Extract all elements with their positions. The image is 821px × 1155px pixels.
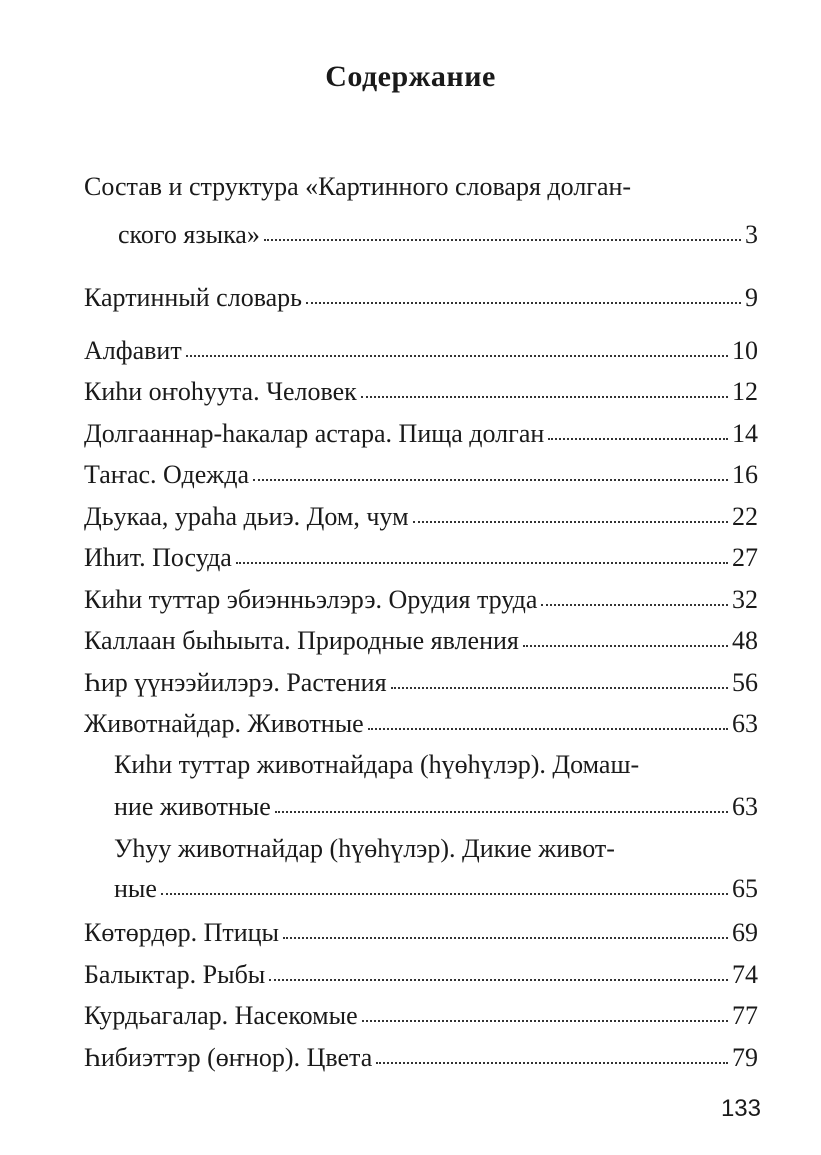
leader-dots: [376, 1061, 728, 1064]
toc-entry: [84, 626, 758, 656]
toc-entry-title: Һибиэттэр (өҥнор). Цвета: [84, 1043, 373, 1072]
toc-entry: [84, 709, 758, 739]
leader-dots: [161, 892, 728, 895]
toc-page-number: 63: [732, 792, 758, 821]
toc-entry: [84, 960, 758, 990]
toc-entry: [84, 668, 758, 698]
toc-entry: [118, 220, 758, 250]
toc-page-number: 79: [732, 1043, 758, 1072]
toc-entry: [84, 585, 758, 615]
toc-page-number: 27: [732, 543, 758, 572]
toc-entry: [84, 502, 758, 532]
page-number: 133: [720, 1095, 761, 1122]
toc-entry-title: Курдьагалар. Насекомые: [84, 1001, 358, 1030]
leader-dots: [523, 644, 728, 647]
toc-entry-title: Алфавит: [84, 336, 182, 365]
toc-entry-title: Картинный словарь: [84, 283, 303, 312]
toc-subentry: [114, 792, 758, 822]
leader-dots: [236, 561, 728, 564]
leader-dots: [368, 727, 728, 730]
toc-page-number: 22: [732, 502, 758, 531]
toc-entry-title: Көтөрдөр. Птицы: [84, 918, 280, 947]
toc-entry-title: ского языка»: [118, 220, 260, 249]
leader-dots: [264, 238, 741, 241]
toc-subentry-line: Киhи туттар животнайдара (hүөhүлэр). Домаш-: [114, 750, 640, 779]
leader-dots: [548, 437, 728, 440]
toc-page-number: 48: [732, 626, 758, 655]
toc-entry: [84, 336, 758, 366]
toc-entry: [84, 918, 758, 948]
leader-dots: [541, 603, 728, 606]
toc-page-number: 77: [732, 1001, 758, 1030]
toc-entry-title: ные: [114, 874, 157, 903]
toc-page-number: 16: [732, 460, 758, 489]
toc-page-number: 65: [732, 874, 758, 903]
leader-dots: [362, 1019, 728, 1022]
toc-entry-title: Каллаан быhыыта. Природные явления: [84, 626, 519, 655]
toc-entry-title: Балыктар. Рыбы: [84, 960, 266, 989]
leader-dots: [186, 354, 728, 357]
toc-entry-title: Һир үүнээйилэрэ. Растения: [84, 668, 387, 697]
toc-entry: [84, 377, 758, 407]
leader-dots: [275, 810, 728, 813]
toc-page-number: 3: [745, 220, 758, 249]
toc-entry-title: Киhи туттар эбиэнньэлэрэ. Орудия труда: [84, 585, 538, 614]
toc-page-number: 10: [732, 336, 758, 365]
leader-dots: [391, 686, 728, 689]
leader-dots: [306, 301, 741, 304]
toc-entry-title: Иhит. Посуда: [84, 543, 232, 572]
toc-entry-title: Таҥас. Одежда: [84, 460, 249, 489]
toc-entry: [84, 419, 758, 449]
leader-dots: [269, 978, 728, 981]
leader-dots: [283, 936, 728, 939]
toc-subentry: [114, 874, 758, 904]
toc-entry: [84, 283, 758, 313]
toc-subentry-line: Уhуу животнайдар (hүөhүлэр). Дикие живот-: [114, 834, 615, 863]
toc-entry: [84, 460, 758, 490]
toc-entry: [84, 1001, 758, 1031]
toc-entry-title: Дьукаа, ураhа дьиэ. Дом, чум: [84, 502, 409, 531]
toc-entry-line: Состав и структура «Картинного словаря долган-: [84, 172, 632, 201]
toc-page-number: 32: [732, 585, 758, 614]
toc-entry-title: ние животные: [114, 792, 271, 821]
toc-entry-title: Животнайдар. Животные: [84, 709, 364, 738]
toc-page-number: 63: [732, 709, 758, 738]
toc-entry: [84, 1043, 758, 1073]
leader-dots: [253, 478, 728, 481]
toc-entry-title: Киhи оҥоhуута. Человек: [84, 377, 357, 406]
toc-entry: [84, 543, 758, 573]
toc-page-number: 56: [732, 668, 758, 697]
page-title: Содержание: [325, 60, 496, 93]
toc-page-number: 14: [732, 419, 758, 448]
toc-entry-title: Долгааннар-hакалар астара. Пища долган: [84, 419, 545, 448]
toc-page-number: 9: [745, 283, 758, 312]
leader-dots: [413, 520, 728, 523]
toc-page-number: 69: [732, 918, 758, 947]
leader-dots: [361, 395, 728, 398]
toc-page-number: 12: [732, 377, 758, 406]
toc-page-number: 74: [732, 960, 758, 989]
